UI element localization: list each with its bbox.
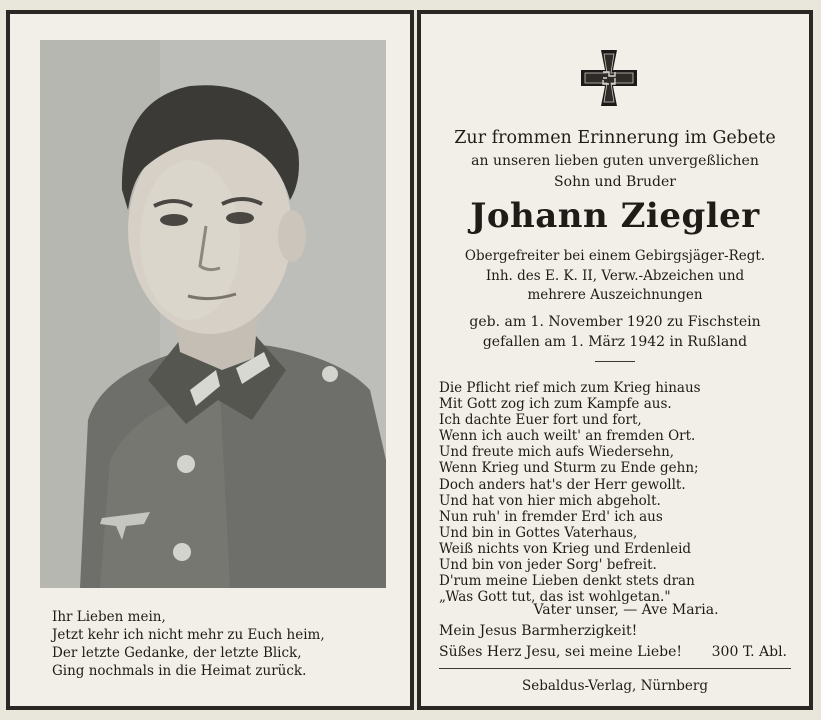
rank-line: Obergefreiter bei einem Gebirgsjäger-Regt. (464, 248, 766, 264)
divider (595, 361, 635, 362)
poem-line: D'rum meine Lieben denkt stets dran (439, 573, 695, 590)
indulgence-note: 300 T. Abl. (711, 644, 787, 660)
rank-line: Inh. des E. K. II, Verw.-Abzeichen und (485, 268, 745, 284)
birth-line: geb. am 1. November 1920 zu Fischstein (469, 314, 761, 330)
prayer-line: Süßes Herz Jesu, sei meine Liebe! (439, 644, 683, 660)
deceased-name: Johann Ziegler (470, 196, 760, 236)
verse-line: Jetzt kehr ich nicht mehr zu Euch heim, (52, 627, 325, 643)
left-panel (6, 10, 414, 710)
prayer-row (439, 644, 787, 660)
poem-line: Wenn ich auch weilt' an fremden Ort. (439, 428, 696, 445)
poem-line: Mit Gott zog ich zum Kampfe aus. (439, 396, 672, 413)
poem-line: Weiß nichts von Krieg und Erdenleid (439, 540, 692, 557)
iron-cross-icon (579, 48, 639, 108)
death-line: gefallen am 1. März 1942 in Rußland (482, 334, 748, 350)
poem-line: Und freute mich aufs Wiedersehn, (439, 444, 675, 461)
verse-line: Ging nochmals in die Heimat zurück. (52, 663, 307, 679)
memorial-intro: Zur frommen Erinnerung im Gebete (454, 128, 776, 148)
poem-line: Die Pflicht rief mich zum Krieg hinaus (439, 380, 701, 396)
verse-line: Der letzte Gedanke, der letzte Blick, (52, 645, 302, 661)
portrait-photo (40, 40, 386, 588)
divider (439, 668, 791, 669)
memorial-poem (439, 380, 799, 605)
farewell-verse (52, 608, 392, 680)
poem-line: Ich dachte Euer fort und fort, (439, 412, 642, 429)
publisher-line: Sebaldus-Verlag, Nürnberg (521, 678, 708, 694)
poem-line: Doch anders hat's der Herr gewollt. (439, 476, 686, 493)
poem-line: Und hat von hier mich abgeholt. (439, 492, 661, 509)
rank-line: mehrere Auszeichnungen (527, 287, 703, 303)
prayer-line: Mein Jesus Barmherzigkeit! (439, 623, 638, 639)
prayer-line: Vater unser, — Ave Maria. (533, 602, 719, 618)
soldier-portrait-image (40, 40, 386, 588)
poem-line: Und bin in Gottes Vaterhaus, (439, 524, 638, 541)
poem-line: Und bin von jeder Sorg' befreit. (439, 557, 657, 574)
right-panel (417, 10, 813, 710)
verse-line: Ihr Lieben mein, (52, 609, 166, 625)
poem-line: „Was Gott tut, das ist wohlgetan." (439, 589, 671, 606)
memorial-intro: Sohn und Bruder (554, 174, 676, 190)
poem-line: Wenn Krieg und Sturm zu Ende gehn; (439, 460, 699, 477)
memorial-intro: an unseren lieben guten unvergeßlichen (471, 153, 759, 169)
poem-line: Nun ruh' in fremder Erd' ich aus (439, 508, 663, 525)
